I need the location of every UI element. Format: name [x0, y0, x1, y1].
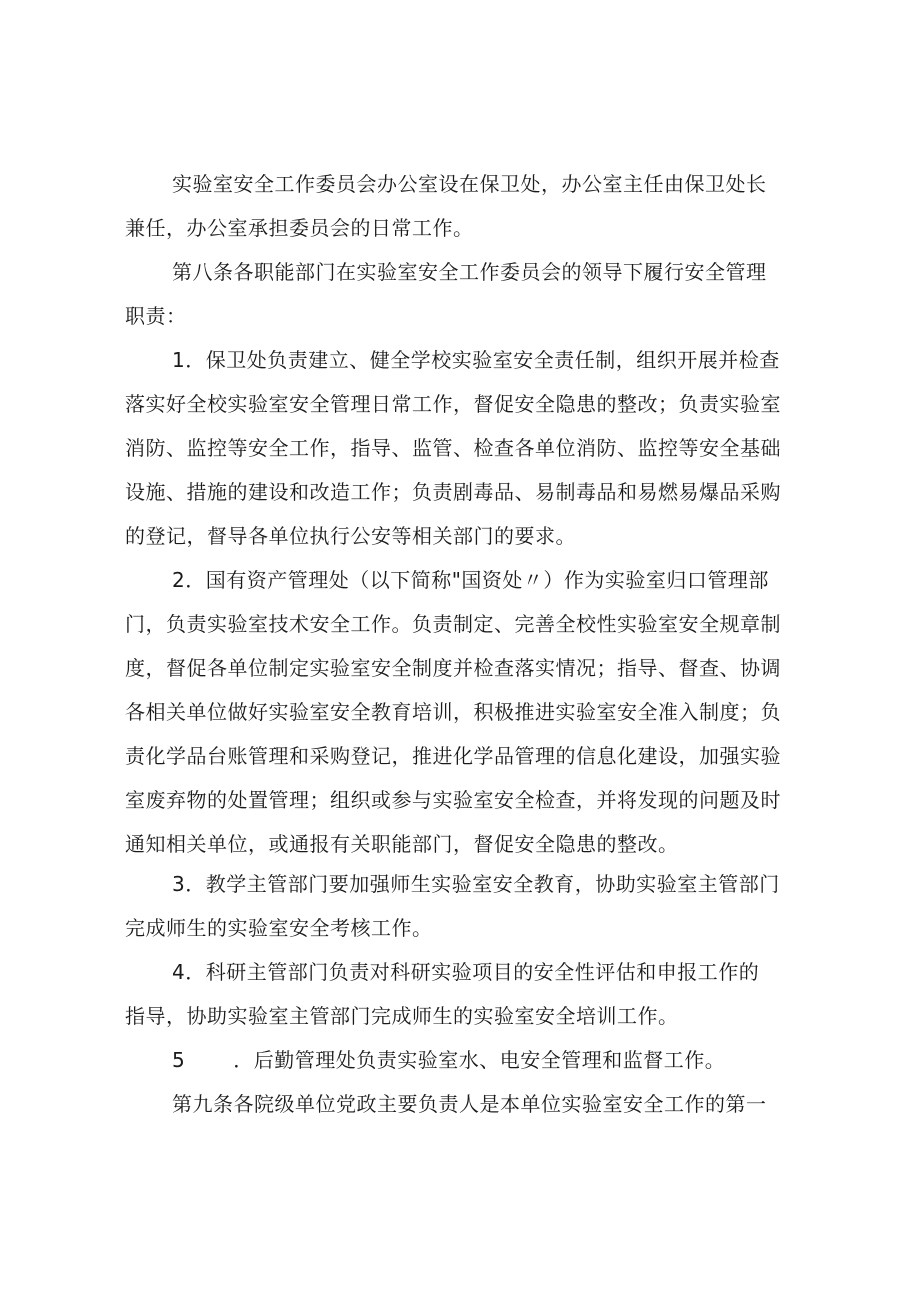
- list-item-number: 5: [172, 1048, 186, 1072]
- list-item-line: 1．保卫处负责建立、健全学校实验室安全责任制，组织开展并检查: [172, 348, 780, 372]
- paragraph-line: 责化学品台账管理和采购登记，推进化学品管理的信息化建设，加强实验: [125, 744, 781, 768]
- paragraph-line: 兼任，办公室承担委员会的日常工作。: [125, 216, 474, 240]
- list-item-line: 4．科研主管部门负责对科研实验项目的安全性评估和申报工作的: [172, 960, 760, 984]
- paragraph-line: 落实好全校实验室安全管理日常工作，督促安全隐患的整改；负责实验室: [125, 392, 781, 416]
- paragraph-line: 职责：: [125, 304, 187, 328]
- paragraph-line: 实验室安全工作委员会办公室设在保卫处，办公室主任由保卫处长: [172, 172, 767, 196]
- paragraph-line: 室废弃物的处置管理；组织或参与实验室安全检查，并将发现的问题及时: [125, 788, 781, 812]
- list-item-line: 2．国有资产管理处（以下简称"国资处〃）作为实验室归口管理部: [172, 568, 769, 592]
- paragraph-line: 门，负责实验室技术安全工作。负责制定、完善全校性实验室安全规章制: [125, 612, 781, 636]
- paragraph-line: 指导，协助实验室主管部门完成师生的实验室安全培训工作。: [125, 1004, 679, 1028]
- paragraph-line: 的登记，督导各单位执行公安等相关部门的要求。: [125, 524, 576, 548]
- paragraph-line: 完成师生的实验室安全考核工作。: [125, 916, 433, 940]
- paragraph-line: 各相关单位做好实验室安全教育培训，积极推进实验室安全准入制度；负: [125, 700, 781, 724]
- article-heading-line: 第九条各院级单位党政主要负责人是本单位实验室安全工作的第一: [172, 1092, 767, 1116]
- paragraph-line: 通知相关单位，或通报有关职能部门，督促安全隐患的整改。: [125, 832, 679, 856]
- paragraph-line: 消防、监控等安全工作，指导、监管、检查各单位消防、监控等安全基础: [125, 436, 781, 460]
- paragraph-line: 设施、措施的建设和改造工作；负责剧毒品、易制毒品和易燃易爆品采购: [125, 480, 781, 504]
- list-item-line: 3．教学主管部门要加强师生实验室安全教育，协助实验室主管部门: [172, 872, 780, 896]
- list-item-line: [172, 1042, 725, 1078]
- paragraph-line: 度，督促各单位制定实验室安全制度并检查落实情况；指导、督查、协调: [125, 656, 781, 680]
- list-item-text: ．后勤管理处负责实验室水、电安全管理和监督工作。: [233, 1048, 726, 1072]
- article-heading-line: 第八条各职能部门在实验室安全工作委员会的领导下履行安全管理: [172, 260, 767, 284]
